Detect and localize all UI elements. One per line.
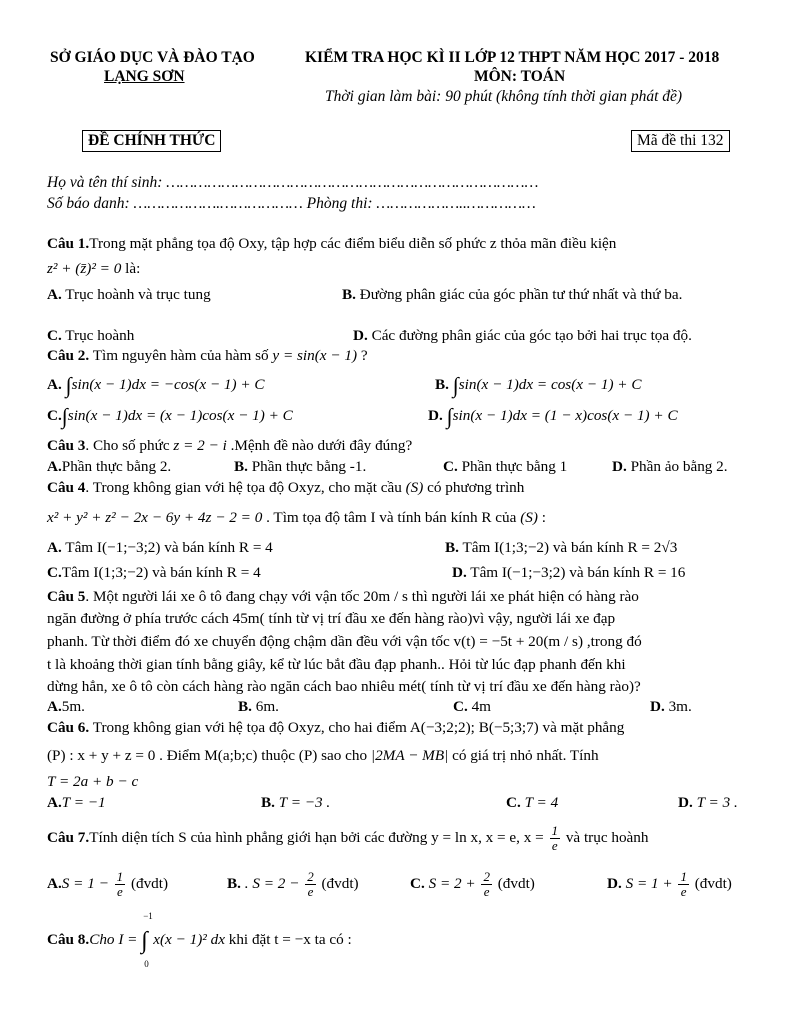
department-name: SỞ GIÁO DỤC VÀ ĐÀO TẠO bbox=[50, 49, 255, 66]
question-8-stem: Câu 8.Cho I = −1 ∫ 0 x(x − 1)² dx khi đặt t = −x ta có : bbox=[47, 910, 352, 969]
question-6-line-3: T = 2a + b − c bbox=[47, 773, 139, 790]
question-6-option-d: D. T = 3 . bbox=[678, 794, 738, 811]
question-1-stem: Câu 1.Trong mặt phẳng tọa độ Oxy, tập hợp các điểm biểu diễn số phức z thỏa mãn điều kiện bbox=[47, 235, 617, 252]
question-5-line-1: Câu 5. Một người lái xe ô tô đang chạy với vận tốc 20m / s thì người lái xe phát hiện có hàng rào bbox=[47, 588, 639, 605]
question-4-option-a: A. Tâm I(−1;−3;2) và bán kính R = 4 bbox=[47, 539, 273, 556]
question-2-option-d: D. ∫sin(x − 1)dx = (1 − x)cos(x − 1) + C bbox=[428, 403, 678, 429]
question-2-option-b: B. ∫sin(x − 1)dx = cos(x − 1) + C bbox=[435, 372, 642, 398]
question-5-option-d: D. 3m. bbox=[650, 698, 692, 715]
question-3-option-c: C. Phần thực bằng 1 bbox=[443, 458, 568, 475]
question-5-option-b: B. 6m. bbox=[238, 698, 279, 715]
question-7-option-d: D. S = 1 + $\frac{1}{e}$ (đvdt) bbox=[607, 869, 732, 900]
question-7-stem: Câu 7.Tính diện tích S của hình phẳng giới hạn bởi các đường y = ln x, x = e, x = $\frac{1}{e}$ và trục hoành bbox=[47, 823, 649, 854]
candidate-name-line: Họ và tên thí sinh: ……………………………………………………………………… bbox=[47, 174, 539, 191]
question-3-option-d: D. Phần ảo bằng 2. bbox=[612, 458, 728, 475]
question-2-option-a: A. ∫sin(x − 1)dx = −cos(x − 1) + C bbox=[47, 372, 265, 398]
question-7-option-c: C. S = 2 + $\frac{2}{e}$ (đvdt) bbox=[410, 869, 535, 900]
question-4-option-c: C.Tâm I(1;3;−2) và bán kính R = 4 bbox=[47, 564, 261, 581]
exam-time: Thời gian làm bài: 90 phút (không tính thời gian phát đề) bbox=[325, 88, 683, 105]
question-4-option-d: D. Tâm I(−1;−3;2) và bán kính R = 16 bbox=[452, 564, 686, 581]
question-7-option-a: A.S = 1 − $\frac{1}{e}$ (đvdt) bbox=[47, 869, 169, 900]
question-6-option-a: A.T = −1 bbox=[47, 794, 106, 811]
question-5-line-3: phanh. Từ thời điểm đó xe chuyển động chậm dần đều với vận tốc v(t) = −5t + 20(m / s) ,trong đó bbox=[47, 633, 642, 650]
subject-title: MÔN: TOÁN bbox=[474, 68, 566, 85]
exam-code-badge: Mã đề thi 132 bbox=[631, 130, 730, 152]
question-1-option-c: C. Trục hoành bbox=[47, 327, 135, 344]
question-5-option-a: A.5m. bbox=[47, 698, 85, 715]
question-6-option-b: B. T = −3 . bbox=[261, 794, 331, 811]
question-5-option-c: C. 4m bbox=[453, 698, 491, 715]
question-1-option-d: D. Các đường phân giác của góc tạo bởi hai trục tọa độ. bbox=[353, 327, 692, 344]
question-1-option-b: B. Đường phân giác của góc phần tư thứ nhất và thứ ba. bbox=[342, 286, 683, 303]
province-name: LẠNG SƠN bbox=[104, 68, 185, 85]
official-badge: ĐỀ CHÍNH THỨC bbox=[82, 130, 221, 152]
integral-sign: −1 ∫ 0 bbox=[141, 910, 153, 969]
question-2-stem: Câu 2. Tìm nguyên hàm của hàm số y = sin(x − 1) ? bbox=[47, 347, 368, 364]
question-3-option-a: A.Phần thực bằng 2. bbox=[47, 458, 172, 475]
question-7-option-b: B. . S = 2 − $\frac{2}{e}$ (đvdt) bbox=[227, 869, 359, 900]
question-6-line-2: (P) : x + y + z = 0 . Điểm M(a;b;c) thuộc (P) sao cho |2MA − MB| có giá trị nhỏ nhất. Tính bbox=[47, 747, 599, 764]
question-3-stem: Câu 3. Cho số phức z = 2 − i .Mệnh đề nào dưới đây đúng? bbox=[47, 437, 413, 454]
question-5-line-5: dừng hẳn, xe ô tô còn cách hàng rào ngăn cách bao nhiêu mét( tính từ vị trí đầu xe đến hàng rào)? bbox=[47, 678, 641, 695]
question-4-equation: x² + y² + z² − 2x − 6y + 4z − 2 = 0 . Tìm tọa độ tâm I và tính bán kính R của (S) : bbox=[47, 509, 546, 526]
question-6-option-c: C. T = 4 bbox=[506, 794, 559, 811]
candidate-id-line: Số báo danh: ……………….……………… Phòng thi: ………………..…………… bbox=[47, 195, 536, 212]
question-2-option-c: C.∫sin(x − 1)dx = (x − 1)cos(x − 1) + C bbox=[47, 403, 293, 429]
question-3-option-b: B. Phần thực bằng -1. bbox=[234, 458, 367, 475]
question-1-option-a: A. Trục hoành và trục tung bbox=[47, 286, 211, 303]
question-5-line-4: t là khoảng thời gian tính bằng giây, kể từ lúc bắt đầu đạp phanh.. Hỏi từ lúc đạp phanh đến khi bbox=[47, 656, 626, 673]
question-4-option-b: B. Tâm I(1;3;−2) và bán kính R = 2√3 bbox=[445, 539, 678, 556]
exam-title: KIỂM TRA HỌC KÌ II LỚP 12 THPT NĂM HỌC 2017 - 2018 bbox=[305, 49, 720, 66]
question-4-stem: Câu 4. Trong không gian với hệ tọa độ Oxyz, cho mặt cầu (S) có phương trình bbox=[47, 479, 525, 496]
question-6-line-1: Câu 6. Trong không gian với hệ tọa độ Oxyz, cho hai điểm A(−3;2;2); B(−5;3;7) và mặt phẳng bbox=[47, 719, 625, 736]
question-5-line-2: ngăn đường ở phía trước cách 45m( tính từ vị trí đầu xe đến hàng rào)vì vậy, người lái xe đạp bbox=[47, 610, 616, 627]
question-1-formula: z² + (z̄)² = 0 là: bbox=[47, 260, 141, 277]
